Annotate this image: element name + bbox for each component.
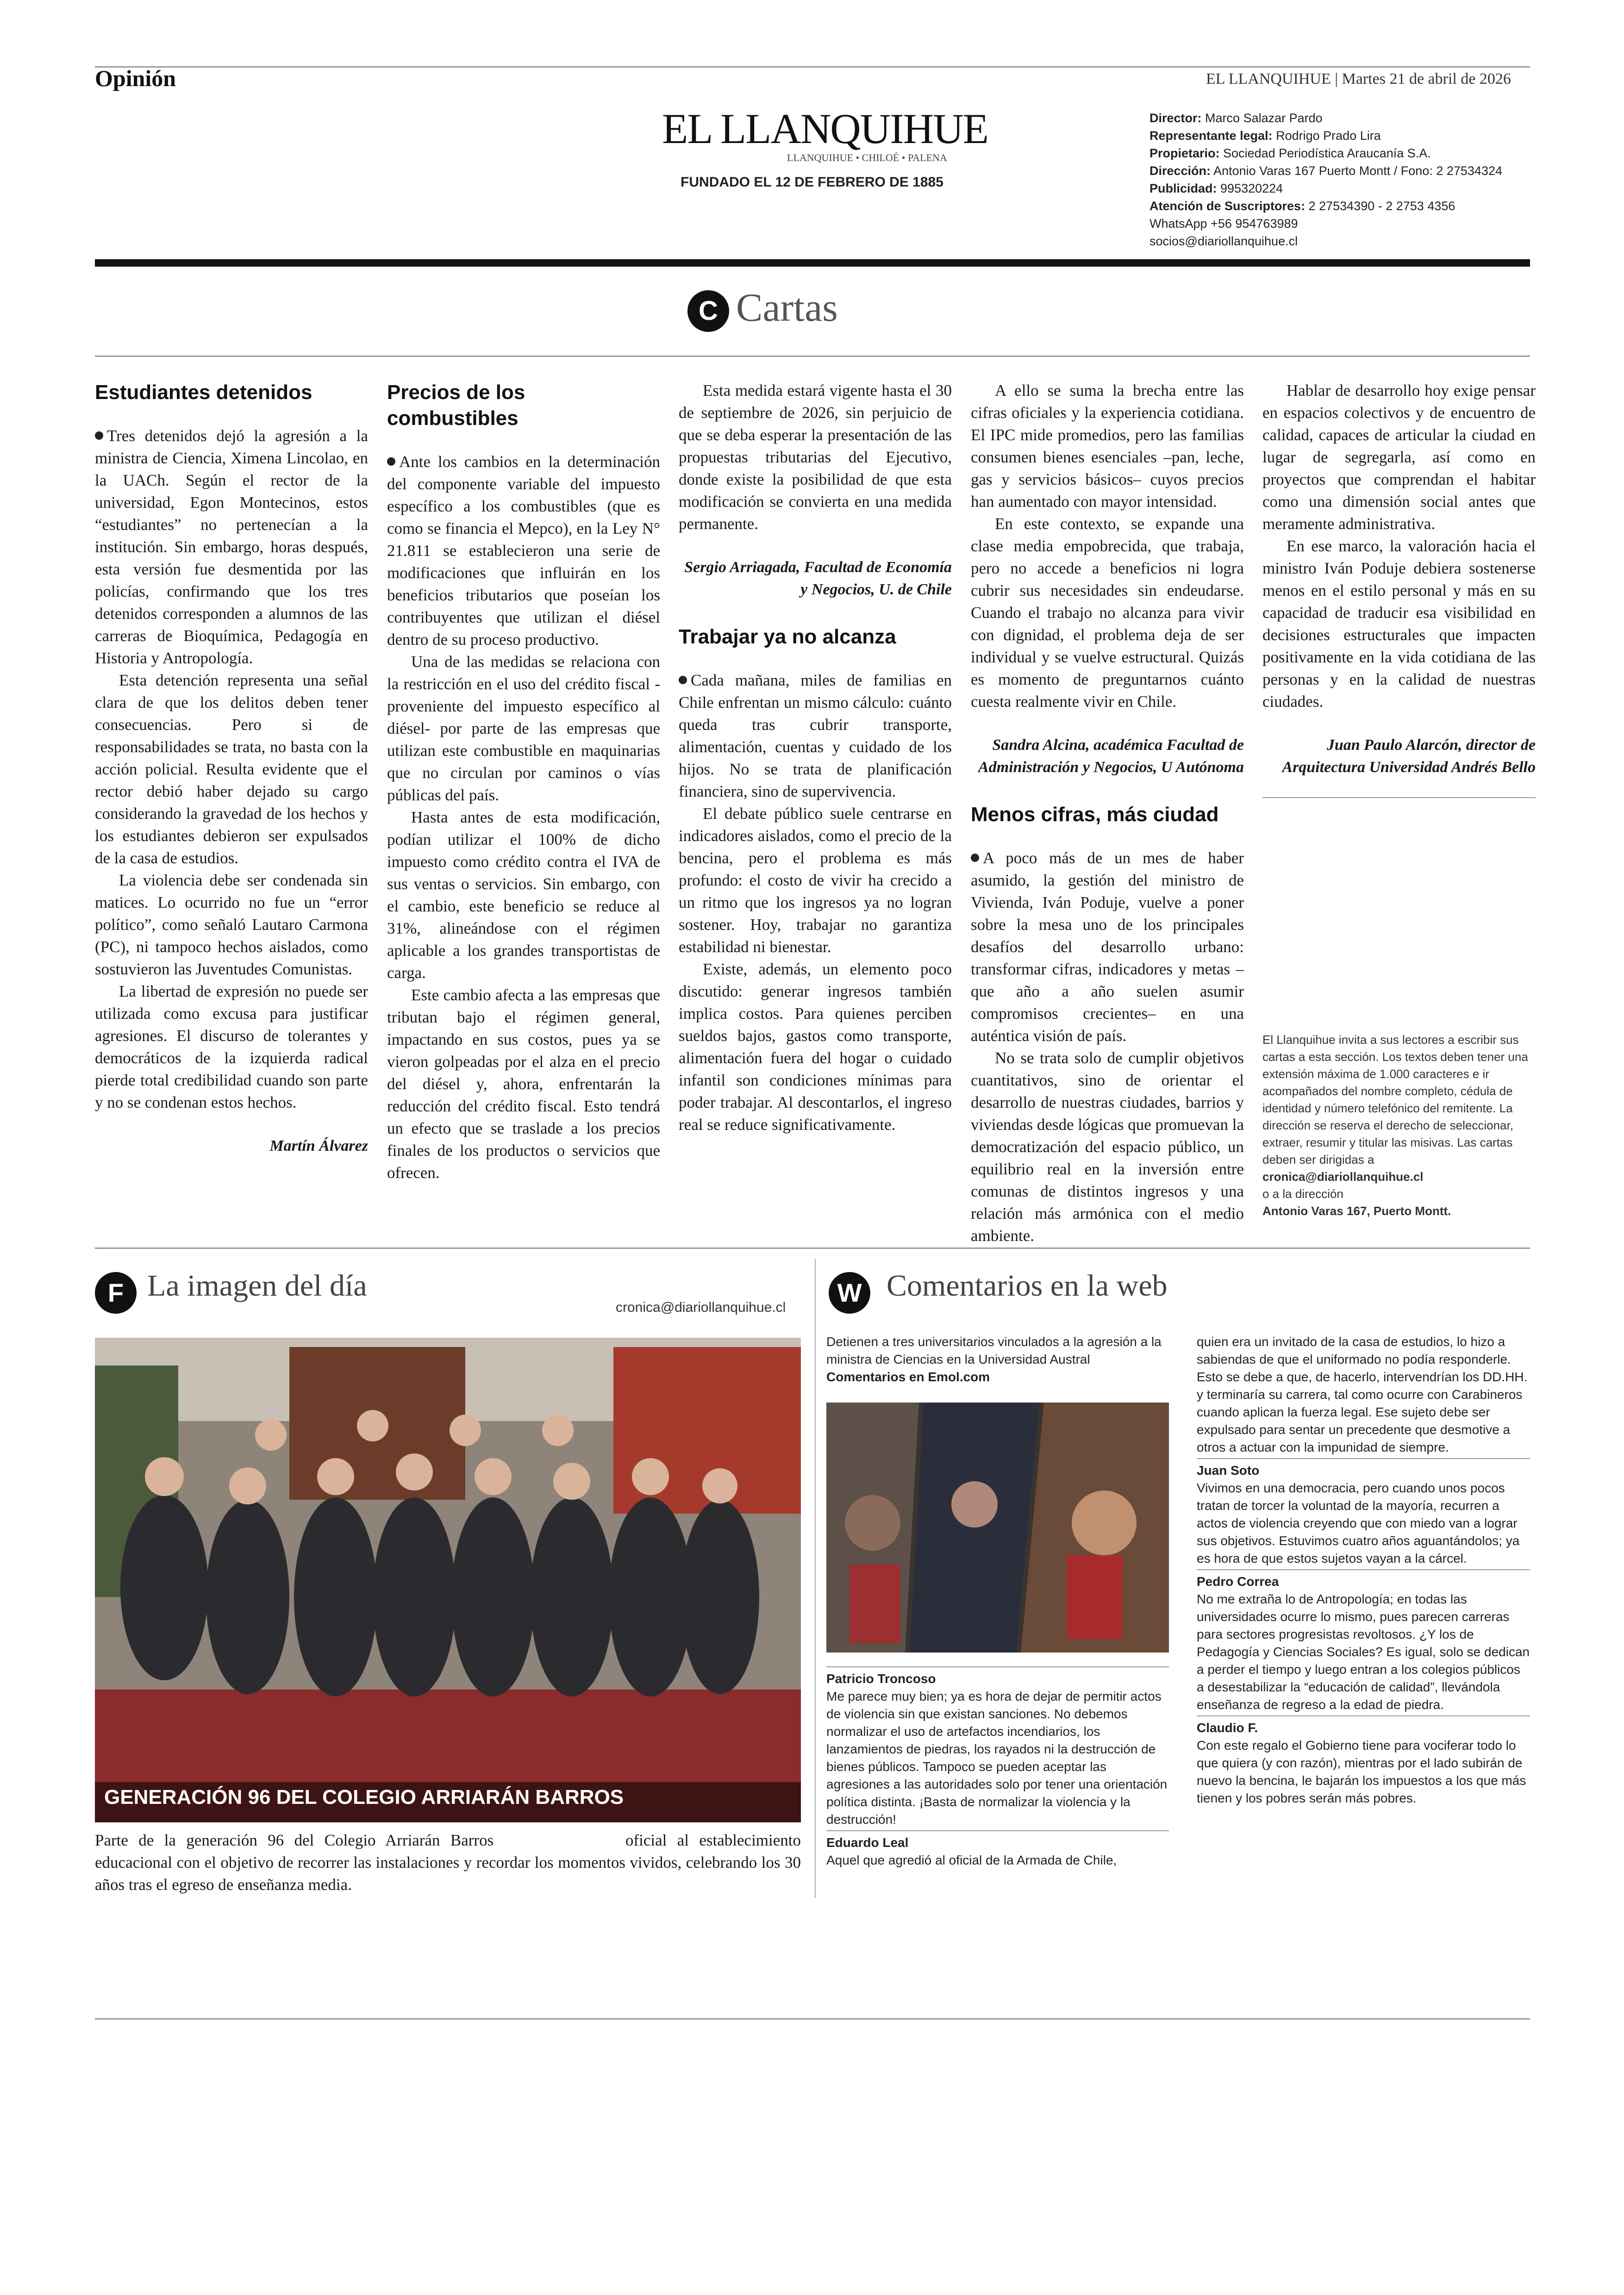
letter-paragraph: Este cambio afecta a las empresas que tributan bajo el régimen general, impactando en sus costos, pues ya se vieron golpeadas por el alza en el precio del diésel y, ahora, enfrentarán la reducción del crédito fiscal. Esto tendrá un efecto que se traslade a los precios finales de los productos o servicios que ofrecen. [387, 986, 660, 1182]
cartas-bottom-divider [95, 1247, 1530, 1249]
comment-text: quien era un invitado de la casa de estudios, lo hizo a sabiendas de que el uniformado no podía responderle. Esto se debe a que, de hacerlo, intervendrían los DD.HH. y terminaría su carrera, tal como ocurre con Carabineros cuando aplican la fuerza legal. Ese sujeto debe ser expulsado para sentar un precedente que desmotive a otros a actuar con la impunidad de siempre. [1197, 1335, 1528, 1454]
letter-paragraph: El debate público suele centrarse en indicadores aislados, como el precio de la bencina, pero el problema es más profundo: el costo de vivir ha crecido a un ritmo que los ingresos ya no logran sostener. Hoy, trabajar no garantiza estabilidad ni bienestar. [679, 804, 952, 956]
letter-paragraph: Esta detención representa una señal clara de que los delitos deben tener consecuencias. Pero si de responsabilidades se trata, no basta con la acción policial. Resulta evidente que el rector debió haber dejado su cargo considerando la gravedad de los hechos y los estudiantes debieron ser expulsados de la casa de estudios. [95, 671, 368, 867]
web-headline-block [826, 1333, 1169, 1386]
commenter-name: Claudio F. [1197, 1715, 1530, 1737]
commenter-name: Pedro Correa [1197, 1569, 1530, 1590]
staff-line: Representante legal: Rodrigo Prado Lira [1149, 129, 1381, 143]
collage-illustration [826, 1403, 1169, 1653]
group-photo-illustration [95, 1338, 801, 1822]
letter-title: Precios de los combustibles [387, 381, 525, 430]
letters-notice: El Llanquihue invita a sus lectores a escribir sus cartas a esta sección. Los textos deben tener una extensión máxima de 1.000 caracteres e ir acompañados del nombre completo, cédula de identidad y número telefónico del remitente. La dirección se reserva el derecho de seleccionar, extraer, resumir y titular las misivas. Las cartas deben ser dirigidas a cronica@diariollanquihue.cl o a la dirección Antonio Varas 167, Puerto Montt. [1262, 1031, 1531, 1220]
letter-paragraph: Hasta antes de esta modificación, podían utilizar el 100% de dicho impuesto como crédito contra el IVA de sus ventas o servicios. Sin embargo, con el cambio, este beneficio se reduce al 31%, alineándose con el régimen aplicable a los grandes transportistas de carga. [387, 808, 660, 982]
letter-paragraph: Cada mañana, miles de familias en Chile enfrentan un mismo cálculo: cuánto queda tras cubrir transporte, alimentación, cuentas y cuidado de los hijos. No se trata de planificación financiera, sino de supervivencia. [679, 669, 952, 803]
staff-line: WhatsApp +56 954763989 [1149, 217, 1298, 231]
cartas-divider [95, 355, 1530, 357]
photo-caption: GENERACIÓN 96 DEL COLEGIO ARRIARÁN BARROS [104, 1786, 624, 1809]
masthead-staff [1149, 109, 1529, 250]
letter-signature: Sergio Arriagada, Facultad de Economía y Negocios, U. de Chile [684, 559, 952, 598]
staff-line: Publicidad: 995320224 [1149, 181, 1283, 195]
imagen-text: Parte de la generación 96 del Colegio Arriarán Barros oficial al establecimiento educacional con el objetivo de recorrer las instalaciones y recordar los momentos vividos, celebrando los 30 años tras el egreso de enseñanza media. [95, 1831, 801, 1894]
staff-line: Atención de Suscriptores: 2 27534390 - 2 2753 4356 [1149, 199, 1455, 213]
letter-title: Menos cifras, más ciudad [971, 803, 1219, 826]
column-divider [815, 1259, 816, 1898]
letter-paragraph: A ello se suma la brecha entre las cifras oficiales y la experiencia cotidiana. El IPC mide promedios, pero las familias consumen bienes esenciales –pan, leche, gas y servicios básicos– cuyos precios han aumentado con mayor intensidad. [971, 381, 1244, 511]
letter-title: Estudiantes detenidos [95, 381, 312, 404]
commenter-name: Patricio Troncoso [826, 1666, 1169, 1688]
letter-signature: Martín Álvarez [269, 1137, 368, 1154]
letter-paragraph: No se trata solo de cumplir objetivos cuantitativos, sino de orientar el desarrollo de nuestras ciudades, barrios y viviendas desde lógicas que promuevan la democratización del espacio público, un equilibrio real en la inversión entre comunas de distintos ingresos y una relación más armónica con el medio ambiente. [971, 1049, 1244, 1245]
web-comments-right [1197, 1333, 1530, 1809]
comment-text: No me extraña lo de Antropología; en todas las universidades ocurre lo mismo, pues parecen carreras para sectores progresistas revoltosos. ¿Y los de Pedagogía y Ciencias Sociales? Es igual, solo se dedican a perder el tiempo y luego entran a los colegios públicos a desestabilizar la “educación de calidad”, llevándola enseñanza de regreso a la edad de piedra. [1197, 1592, 1530, 1712]
letter-title: Trabajar ya no alcanza [679, 625, 896, 648]
web-comments-left [826, 1666, 1169, 1871]
letter-paragraph: Existe, además, un elemento poco discutido: generar ingresos también implica costos. Para quienes perciben sueldos bajos, gastos como transporte, alimentación fuera del hogar o cuidado infantil son condiciones mínimas para poder trabajar. Al descontarlos, el ingreso real se reduce significativamente. [679, 960, 952, 1134]
header-divider [95, 259, 1530, 267]
imagen-email[interactable]: cronica@diariollanquihue.cl [616, 1300, 786, 1315]
letter-paragraph: La libertad de expresión no puede ser utilizada como excusa para justificar agresiones. El discurso de tolerantes y democráticos de la izquierda radical pierde total credibilidad cuando son parte y no se condenan estos hechos. [95, 982, 368, 1111]
letter-paragraph: Hablar de desarrollo hoy exige pensar en espacios colectivos y de encuentro de calidad, capaces de articular la ciudad en lugar de segregarla, así como en proyectos que comprendan el habitar como una dimensión social antes que meramente administrativa. [1262, 381, 1536, 533]
web-collage-photo [826, 1403, 1169, 1653]
founded-line: FUNDADO EL 12 DE FEBRERO DE 1885 [681, 175, 943, 190]
logo-subtitle: LLANQUIHUE • CHILOÉ • PALENA [787, 152, 947, 163]
section-label: Opinión [95, 65, 176, 91]
paper-date: EL LLANQUIHUE | Martes 21 de abril de 2026 [1206, 70, 1511, 87]
web-badge-icon: W [829, 1272, 870, 1314]
letter-combustibles [387, 380, 660, 1184]
commenter-name: Eduardo Leal [826, 1830, 1169, 1852]
staff-line: socios@diariollanquihue.cl [1149, 234, 1298, 248]
page-bottom-divider [95, 2018, 1530, 2020]
column-4 [971, 380, 1244, 1247]
letter-signature: Juan Paulo Alarcón, director de Arquitectura Universidad Andrés Bello [1282, 736, 1536, 776]
comment-text: Con este regalo el Gobierno tiene para vociferar todo lo que quiera (y con razón), mientras por el lado subirán de nuevo la bencina, le bajarán los impuestos a los que más tienen y los pobres serán más pobres. [1197, 1738, 1526, 1805]
letter-paragraph: A poco más de un mes de haber asumido, la gestión del ministro de Vivienda, Iván Poduje, vuelve a poner sobre la mesa uno de los principales desafíos del desarrollo urbano: transformar cifras, indicadores y metas –que año a año suelen asumir compromisos crecientes– en una auténtica visión de país. [971, 847, 1244, 1047]
cartas-badge-icon: C [687, 290, 729, 332]
letter-signature: Sandra Alcina, académica Facultad de Administración y Negocios, U Autónoma [978, 736, 1244, 776]
comment-text: Me parece muy bien; ya es hora de dejar de permitir actos de violencia sin que existan sanciones. No debemos normalizar el uso de artefactos incendiarios, los lanzamientos de piedras, los rayados ni la destrucción de bienes públicos. Tampoco se pueden aceptar las agresiones a las autoridades solo por tener una orientación política distinta. ¡Basta de normalizar la violencia y la destrucción! [826, 1689, 1168, 1827]
letter-paragraph: Ante los cambios en la determinación del componente variable del impuesto específico a los combustibles (que es como se financia el Mepco), en la Ley N° 21.811 se establecieron una serie de modificaciones que influirán en los beneficios tributarios que poseían los contribuyentes que utilizan el diésel dentro de su proceso productivo. [387, 451, 660, 651]
notice-email[interactable]: cronica@diariollanquihue.cl [1262, 1170, 1424, 1184]
imagen-badge-icon: F [95, 1272, 137, 1314]
web-headline: Detienen a tres universitarios vinculados a la agresión a la ministra de Ciencias en la Universidad Austral [826, 1335, 1162, 1366]
column-5 [1262, 380, 1536, 798]
comment-text: Vivimos en una democracia, pero cuando unos pocos tratan de torcer la voluntad de la mayoría, recurren a actos de violencia creyendo que con miedo van a lograr sus objetivos. Estuvimos cuatro años aguantándolos; ya es hora de que estos sujetos vayan a la cárcel. [1197, 1481, 1520, 1565]
commenter-name: Juan Soto [1197, 1458, 1530, 1479]
web-title: Comentarios en la web [887, 1269, 1168, 1303]
letter-paragraph: Esta medida estará vigente hasta el 30 de septiembre de 2026, sin perjuicio de que se deba esperar la presentación de las propuestas tributarias del Ejecutivo, donde existe la posibilidad de que esta modificación se convierta en una medida permanente. [679, 381, 952, 533]
column-3 [679, 380, 952, 1136]
letter-paragraph: La violencia debe ser condenada sin matices. Lo ocurrido no fue un “error político”, como señaló Lautaro Carmona (PC), ni tampoco hechos aislados, como sostuvieron las Juventudes Comunistas. [95, 871, 368, 978]
letter-paragraph: En este contexto, se expande una clase media empobrecida, que trabaja, pero no accede a beneficios ni logra cubrir sus necesidades sin endeudarse. Cuando el trabajo no alcanza para vivir con dignidad, el problema deja de ser individual y se vuelve estructural. Quizás es momento de preguntarnos cuánto cuesta realmente vivir en Chile. [971, 515, 1244, 711]
letter-paragraph: Una de las medidas se relaciona con la restricción en el uso del crédito fiscal -proveniente del impuesto específico al diésel- por parte de las empresas que utilizan este combustible en maquinarias que no circulan por caminos o vías públicas del país. [387, 653, 660, 804]
photo-generacion-96 [95, 1338, 801, 1822]
imagen-title: La imagen del día [147, 1269, 367, 1303]
comment-text: Aquel que agredió al oficial de la Armada de Chile, [826, 1853, 1117, 1867]
notice-or: o a la dirección [1262, 1187, 1343, 1201]
letter-estudiantes [95, 380, 368, 1157]
letter-paragraph: Tres detenidos dejó la agresión a la ministra de Ciencia, Ximena Lincolao, en la UACh. Según el rector de la universidad, Egon Montecinos, estos “estudiantes” no pertenecían a la institución. Sin embargo, horas después, esta versión fue desmentida por las policías, confirmando que los tres detenidos corresponden a alumnos de las carreras de Bioquímica, Pedagogía en Historia y Antropología. [95, 425, 368, 669]
newspaper-logo: EL LLANQUIHUE [662, 105, 988, 152]
staff-line: Director: Marco Salazar Pardo [1149, 111, 1323, 125]
staff-line: Dirección: Antonio Varas 167 Puerto Montt / Fono: 2 27534324 [1149, 164, 1502, 178]
web-source[interactable]: Comentarios en Emol.com [826, 1370, 990, 1384]
cartas-title: Cartas [736, 285, 838, 330]
notice-address: Antonio Varas 167, Puerto Montt. [1262, 1204, 1451, 1218]
staff-line: Propietario: Sociedad Periodística Araucanía S.A. [1149, 146, 1431, 160]
letter-paragraph: En ese marco, la valoración hacia el ministro Iván Poduje debiera sostenerse menos en el estilo personal y más en su capacidad de traducir esa visibilidad en decisiones estructurales que impacten positivamente en la vida cotidiana de las personas y en la calidad de nuestras ciudades. [1262, 537, 1536, 711]
